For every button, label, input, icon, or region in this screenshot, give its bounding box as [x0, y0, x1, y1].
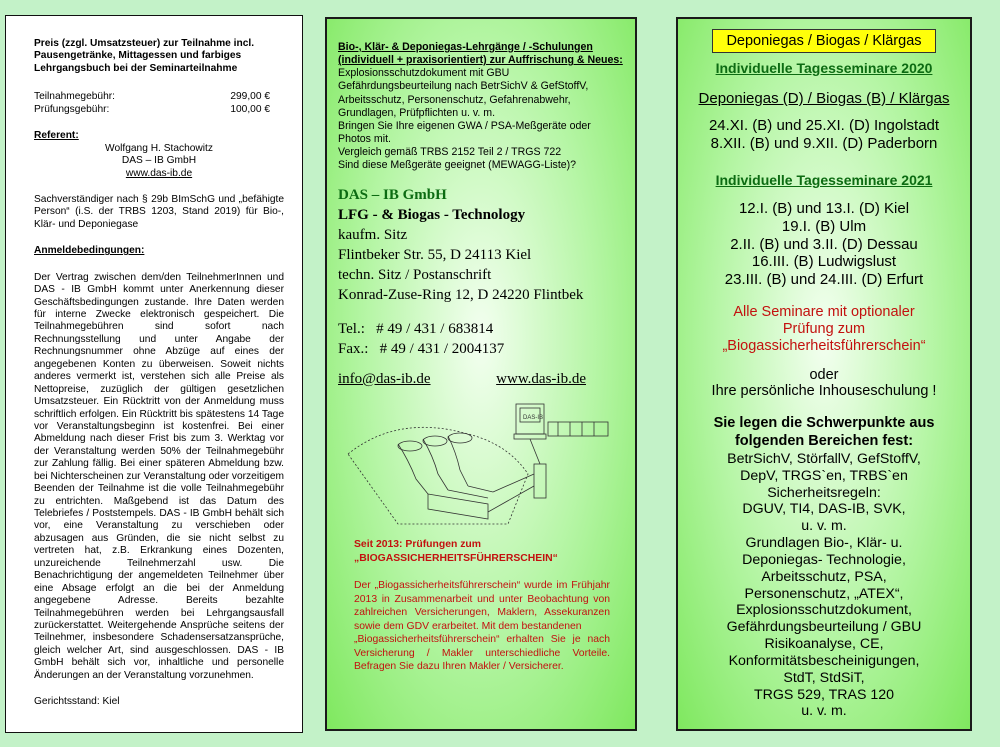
topic-item: Personenschutz, „ATEX“,: [744, 585, 904, 602]
topic-item: DepV, TRGS`en, TRBS`en: [740, 467, 908, 484]
phone-number: # 49 / 431 / 683814: [376, 320, 494, 337]
phone-line: [338, 320, 624, 340]
heading-2020: Individuelle Tagesseminare 2020: [715, 60, 933, 76]
topic-item: DGUV, TI4, DAS-IB, SVK,: [742, 501, 906, 518]
jurisdiction: Gerichtsstand: Kiel: [34, 696, 120, 708]
referent-web-link[interactable]: www.das-ib.de: [125, 167, 193, 179]
phone-label: Tel.:: [338, 320, 365, 337]
date-line: 24.XI. (B) und 25.XI. (D) Ingolstadt: [708, 117, 940, 134]
date-line: 8.XII. (B) und 9.XII. (D) Paderborn: [710, 134, 938, 152]
date-line: 23.III. (B) und 24.III. (D) Erfurt: [724, 271, 924, 289]
contact-links: [338, 370, 624, 389]
referent-heading: Referent:: [34, 130, 79, 142]
price-terms-panel: [5, 15, 303, 733]
biogas-plant-illustration: [338, 394, 626, 532]
course-line: Bringen Sie Ihre eigenen GWA / PSA-Meßgeräte oder Photos mit.: [338, 119, 591, 145]
referent-company: DAS – IB GmbH: [121, 155, 197, 167]
optional-exam-note: [678, 304, 970, 355]
focus-heading: [678, 415, 970, 450]
address-line: Flintbeker Str. 55, D 24113 Kiel: [338, 247, 532, 264]
fee-label: Teilnahmegebühr:: [34, 91, 115, 103]
dates-2020: [678, 117, 970, 152]
topic-item: Konformitätsbescheinigungen,: [728, 652, 920, 669]
price-heading: Preis (zzgl. Umsatzsteuer) zur Teilnahme incl. Pausengetränke, Mittagessen und farbiges Lehrgangsbuch bei der Seminarteilnahme: [34, 38, 255, 74]
address-line: Konrad-Zuse-Ring 12, D 24220 Flintbek: [338, 286, 584, 303]
topic-item: Risikoanalyse, CE,: [764, 636, 884, 653]
fax-label: Fax.:: [338, 340, 369, 357]
exam-text-1: Der „Biogassicherheitsführerschein“ wurde im Frühjahr 2013 in Zusammenarbeit und unter Beobachtung von zahlreichen Versicherungen, Maklern, Assekuranzen sowie dem GDV erarbeitet. Mit dem bestandenen: [354, 580, 610, 632]
fax-line: [338, 340, 624, 360]
date-line: 12.I. (B) und 13.I. (D) Kiel: [738, 200, 910, 218]
course-line: Vergleich gemäß TRBS 2152 Teil 2 / TRGS 722: [338, 146, 562, 158]
optional-line: „Biogassicherheitsführerschein“: [722, 338, 926, 355]
fax-number: # 49 / 431 / 2004137: [379, 340, 505, 357]
topic-item: u. v. m.: [801, 703, 847, 720]
contact-panel: [325, 17, 637, 731]
course-line: Explosionsschutzdokument mit GBU: [338, 67, 510, 80]
fee-amount: 299,00 €: [230, 91, 270, 103]
date-line: 19.I. (B) Ulm: [781, 218, 867, 236]
topic-item: TRGS 529, TRAS 120: [753, 686, 895, 703]
topic-item: Sicherheitsregeln:: [767, 484, 881, 501]
or-text: oder: [809, 367, 839, 384]
topic-item: Grundlagen Bio-, Klär- u.: [745, 535, 903, 552]
topic-item: Arbeitsschutz, PSA,: [761, 568, 887, 585]
illustration-label: DAS-IB: [523, 415, 544, 422]
web-link[interactable]: www.das-ib.de: [496, 370, 586, 387]
dates-2021: [678, 200, 970, 288]
address-line: techn. Sitz / Postanschrift: [338, 267, 492, 283]
address-line: kaufm. Sitz: [338, 227, 408, 244]
course-line: Grundlagen, Prüfpflichten u. v. m.: [338, 106, 496, 119]
heading-2021: Individuelle Tagesseminare 2021: [715, 172, 933, 189]
fee-row-exam: [34, 104, 270, 116]
focus-line: folgenden Bereichen fest:: [734, 432, 914, 449]
topic-item: BetrSichV, StörfallV, GefStoffV,: [727, 450, 921, 467]
fee-amount: 100,00 €: [230, 103, 270, 115]
email-link[interactable]: info@das-ib.de: [338, 370, 431, 387]
topic-item: StdT, StdSiT,: [783, 669, 865, 686]
subtitle-2020: Deponiegas (D) / Biogas (B) / Klärgas: [698, 90, 950, 107]
topic-item: Deponiegas- Technologie,: [742, 551, 906, 568]
optional-line: Prüfung zum: [782, 320, 866, 337]
conditions-text: Der Vertrag zwischen dem/den TeilnehmerInnen und DAS - IB GmbH kommt unter Anerkennung dieser Geschäftsbedingungen zustande. Ihre Daten werden für interne Zwecke elektronisch gespeichert. Die Teilnahmegebühren sind sofort nach Rechnungsstellung und unter Angabe der Rechnungsnummer ohne Abzüge auf eines der angegebenen Konten zu überweisen. Soweit nichts anderes vermerkt ist, verstehen sich alle Preise als Nettopreise, zuzüglich der gültigen gesetzlichen Umsatzsteuer. Ein Rücktritt von der Anmeldung muss schriftlich erfolgen. Ein Rücktritt bis spätestens 14 Tage vor Veranstaltungsbeginn ist kostenfrei. Bei einer Abmeldung nach dieser Frist bis zum 3. Werktag vor der Veranstaltung werden 50% der Teilnahmegebühr zur Zahlung fällig. Bei einer späteren Abmeldung bzw. bei Nichterscheinen zur Veranstaltung oder vorzeitigem Beenden der Teilnahme ist die volle Teilnahmegebühr zu entrichten. Maßgebend ist das Datum des Telebriefes / Poststempels. DAS - IB GmbH behält sich vor, eine Veranstaltung zu verschieben oder abzusagen aus Gründen, die sie nicht selbst zu vertreten hat, z.B. Erkrankung eines Dozenten, unzureichende Teilnehmerzahl usw. Die Benachrichtigung der angemeldeten Teilnehmer über eine Absage erfolgt an die bei der Anmeldung angegebene Adresse. Bereits bezahlte Teilnahmegebühren werden bei Lehrgangsausfall zurückerstattet. Weitergehende Ansprüche seitens der Teilnehmer, insbesondere Schadensersatzansprüche, gleich welcher Art, sind ausgeschlossen. DAS - IB GmbH behält sich vor, inhaltliche und personelle Änderungen an der Veranstaltung vorzunehmen.: [34, 271, 284, 681]
topics-list: [678, 451, 970, 720]
date-line: 2.II. (B) und 3.II. (D) Dessau: [730, 235, 918, 253]
conditions-heading: Anmeldebedingungen:: [34, 245, 145, 257]
course-line: Sind diese Meßgeräte geeignet (MEWAGG-Liste)?: [338, 159, 577, 172]
referent-name: Wolfgang H. Stachowitz: [105, 142, 213, 154]
topic-item: Explosionsschutzdokument,: [736, 602, 912, 619]
fee-label: Prüfungsgebühr:: [34, 103, 110, 115]
exam-heading-2: „BIOGASSICHERHEITSFÜHRERSCHEIN“: [354, 552, 558, 564]
exam-heading-1: Seit 2013: Prüfungen zum: [354, 539, 482, 551]
course-line: Arbeitsschutz, Personenschutz, Gefahrenabwehr,: [338, 93, 571, 106]
inhouse-text: Ihre persönliche Inhouseschulung !: [711, 383, 937, 400]
topic-item: Gefährdungsbeurteilung / GBU: [726, 619, 922, 636]
seminar-dates-panel: [676, 17, 972, 731]
expert-text: Sachverständiger nach § 29b BImSchG und „befähigte Person“ (i.S. der TRBS 1203, Stand 2019) für Bio-, Klär- und Deponiegase: [34, 193, 284, 230]
optional-line: Alle Seminare mit optionaler: [733, 303, 915, 320]
exam-text-2: „Biogassicherheitsführerschein“ erhalten Sie je nach Versicherung / Makler unterschiedliche Vorteile. Befragen Sie dazu Ihren Makler / Versicherer.: [354, 634, 610, 673]
date-line: 16.III. (B) Ludwigslust: [751, 253, 897, 271]
course-line: Gefährdungsbeurteilung nach BetrSichV & GefStoffV,: [338, 80, 589, 93]
course-heading: Bio-, Klär- & Deponiegas-Lehrgänge / -Schulungen (individuell + praxisorientiert) zur Auffrischung & Neues:: [338, 41, 623, 67]
fee-row-participation: [34, 91, 270, 103]
gas-types-badge: Deponiegas / Biogas / Klärgas: [712, 29, 936, 53]
company-sub: LFG - & Biogas - Technology: [338, 207, 526, 224]
company-name: DAS – IB GmbH: [338, 187, 447, 204]
topic-item: u. v. m.: [801, 518, 847, 535]
company-block: [338, 186, 624, 370]
focus-line: Sie legen die Schwerpunkte aus: [713, 415, 935, 432]
exam-block: [338, 532, 624, 674]
